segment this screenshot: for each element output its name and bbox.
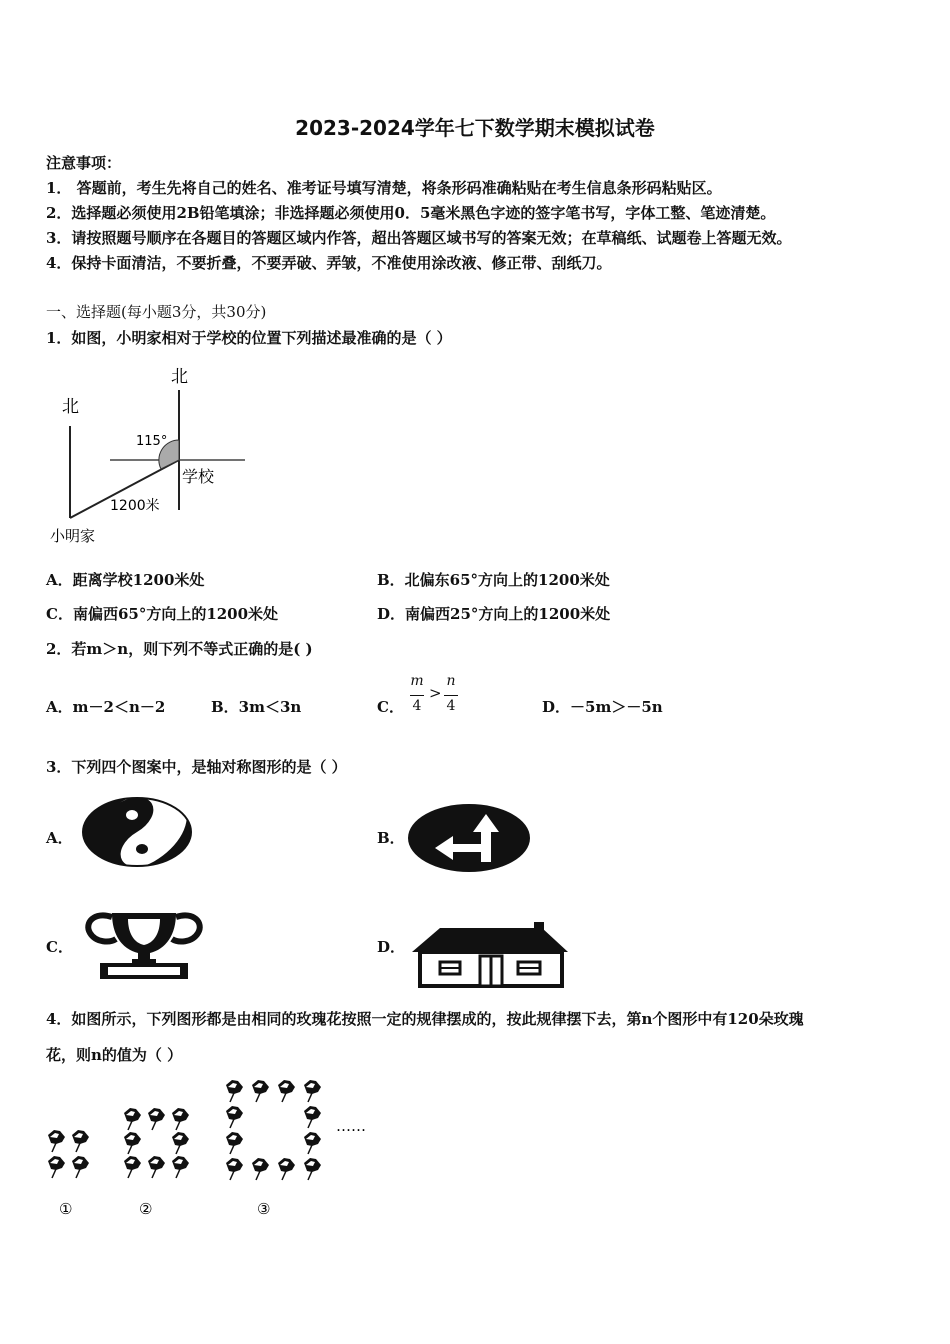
q3-label-c: C． [46,938,73,956]
q2-c-fraction-bar-1 [410,695,424,696]
q2-option-d: D．－5m＞－5n [542,698,663,716]
q1-option-c: C．南偏西65°方向上的1200米处 [46,605,279,623]
q4-ellipsis: …… [336,1117,366,1135]
q3-label-b: B． [377,829,405,847]
q2-c-denominator-2: 4 [446,698,456,714]
north-label-right: 北 [171,367,188,387]
q2-c-numerator-1: m [410,673,424,689]
road-sign-icon [405,802,533,874]
q2-c-numerator-2: n [446,673,456,689]
q1-option-d: D．南偏西25°方向上的1200米处 [377,605,611,623]
q2-option-b: B．3m＜3n [211,698,302,716]
house-icon [410,918,572,988]
home-label: 小明家 [50,527,96,545]
q4-fig-label-1: ① [59,1200,73,1218]
q1-direction-figure [40,360,260,550]
q2-text: 2．若m＞n，则下列不等式正确的是( ) [46,640,313,658]
yin-yang-icon [80,795,196,869]
notice-item-2: 2．选择题必须使用2B铅笔填涂；非选择题必须使用0．5毫米黑色字迹的签字笔书写，字体工整、笔迹清楚。 [46,204,776,222]
distance-label: 1200米 [110,498,160,514]
trophy-icon [80,905,208,981]
q1-option-a: A．距离学校1200米处 [46,571,205,589]
school-label: 学校 [182,467,215,486]
q3-text: 3．下列四个图案中，是轴对称图形的是（ ） [46,758,347,776]
q2-option-a: A．m－2＜n－2 [46,698,166,716]
notice-item-1: 1． 答题前，考生先将自己的姓名、准考证号填写清楚，将条形码准确粘贴在考生信息条形码粘贴区。 [46,179,722,197]
q2-c-fraction-bar-2 [444,695,458,696]
notice-item-3: 3．请按照题号顺序在各题目的答题区域内作答，超出答题区域书写的答案无效；在草稿纸、试题卷上答题无效。 [46,229,792,247]
notice-item-4: 4．保持卡面清洁，不要折叠，不要弄破、弄皱，不准使用涂改液、修正带、刮纸刀。 [46,254,612,272]
q4-text-line1: 4．如图所示，下列图形都是由相同的玫瑰花按照一定的规律摆成的，按此规律摆下去，第n个图形中有120朵玫瑰 [46,1010,804,1028]
q4-fig-label-3: ③ [257,1200,271,1218]
section-heading: 一、选择题(每小题3分，共30分) [46,303,267,321]
q4-text-line2: 花，则n的值为（ ） [46,1046,183,1064]
q3-label-d: D． [377,938,406,956]
q3-label-a: A． [46,829,73,847]
q2-c-operator: > [429,684,442,702]
north-label-left: 北 [62,397,79,417]
angle-label: 115° [136,434,168,449]
q2-option-c-label: C． [377,698,404,716]
page-title: 2023-2024学年七下数学期末模拟试卷 [295,116,655,140]
q1-text: 1．如图，小明家相对于学校的位置下列描述最准确的是（ ） [46,329,452,347]
rose-pattern-figure [38,1075,398,1220]
q1-option-b: B．北偏东65°方向上的1200米处 [377,571,610,589]
q4-fig-label-2: ② [139,1200,153,1218]
q2-c-denominator-1: 4 [412,698,422,714]
notice-heading: 注意事项： [46,154,122,172]
